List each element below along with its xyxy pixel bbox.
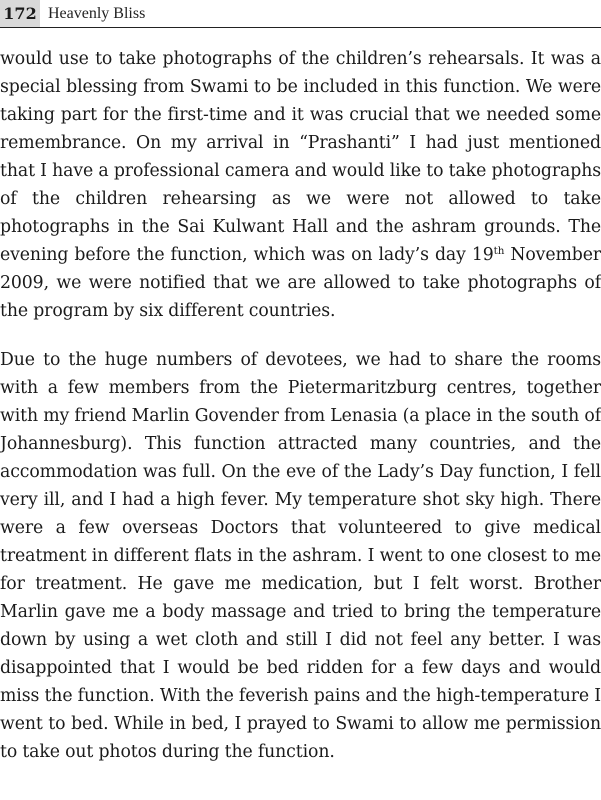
paragraph-1-text: would use to take photographs of the children’s rehearsals. It was a special blessing from Swami to be included in this function. We were taking part for the first-time and it was crucial that we needed some remembrance. On my arrival in “Prashanti” I had just mentioned that I have a professional camera and would like to take photographs of the children rehearsing as we were not allowed to take photographs in the Sai Kulwant Hall and the ashram grounds. The evening before the function, which was on lady’s day 19: [0, 49, 601, 265]
paragraph-2: Due to the huge numbers of devotees, we had to share the rooms with a few members from the Pietermaritzburg centres, together with my friend Marlin Govender from Lenasia (a place in the south of Johannesburg). This function attracted many countries, and the accommodation was full. On the eve of the Lady’s Day function, I fell very ill, and I had a high fever. My temperature shot sky high. There were a few overseas Doctors that volunteered to give medical treatment in different flats in the ashram. I went to one closest to me for treatment. He gave me medication, but I felt worst. Brother Marlin gave me a body massage and tried to bring the temperature down by using a wet cloth and still I did not feel any better. I was disappointed that I would be bed ridden for a few days and would miss the function. With the feverish pains and the high-temperature I went to bed. While in bed, I prayed to Swami to allow me permission to take out photos during the function.: [0, 350, 601, 762]
page-number: 172: [0, 0, 40, 27]
running-header: [0, 0, 601, 28]
page-body: [0, 45, 601, 766]
paragraph-1-text-continued: November 2009, we were notified that we are allowed to take photographs of the program by six different countries.: [0, 245, 601, 321]
ordinal-suffix: th: [493, 244, 505, 257]
paragraph-1: [0, 45, 601, 325]
book-title: Heavenly Bliss: [48, 4, 146, 22]
